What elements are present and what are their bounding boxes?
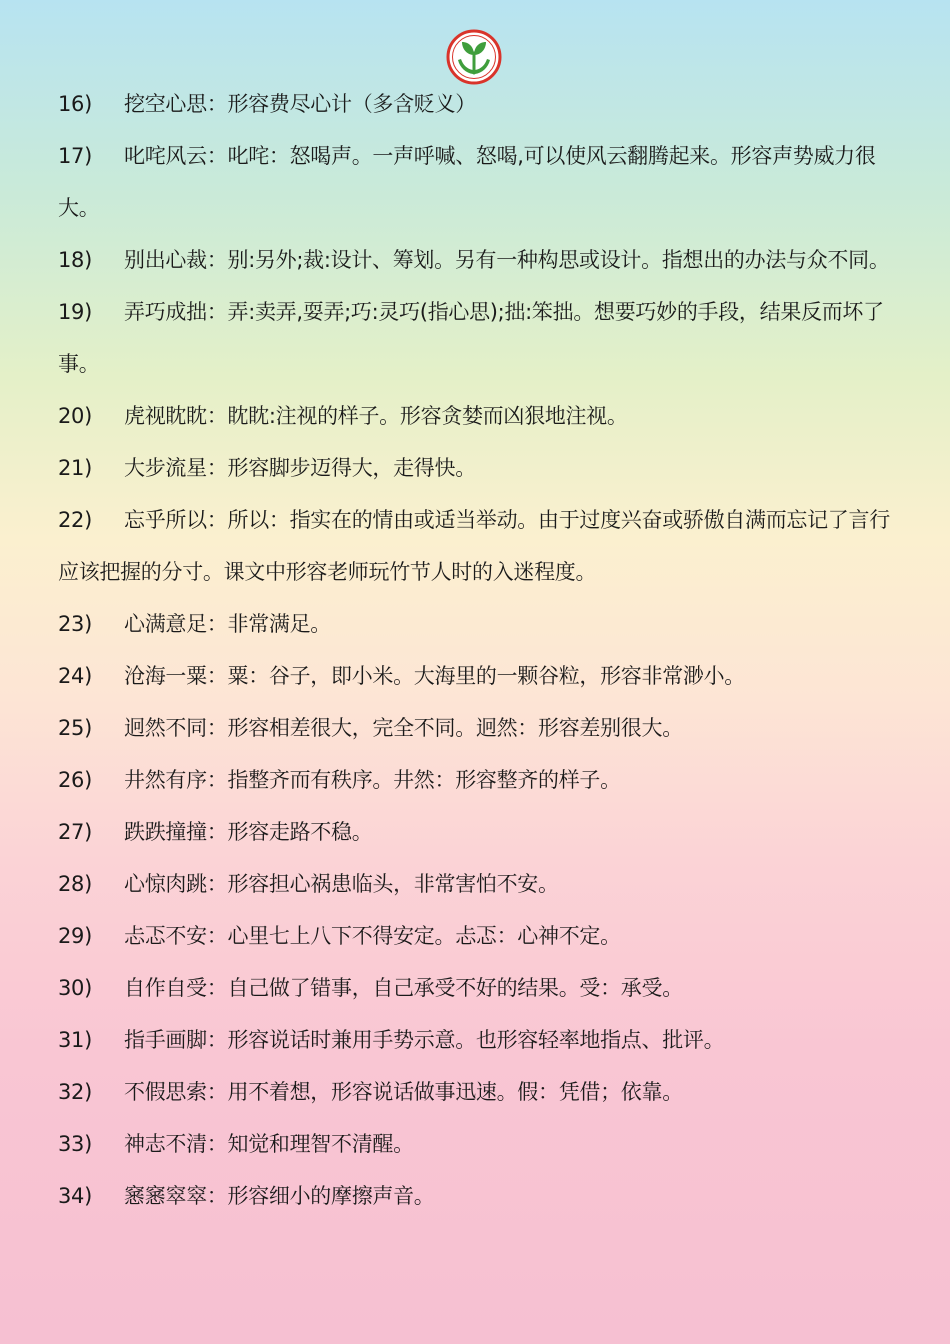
idiom-entry-24 xyxy=(58,650,898,702)
entry-text: 弄巧成拙：弄:卖弄,耍弄;巧:灵巧(指心思);拙:笨拙。想要巧妙的手段，结果反而坏了事。 xyxy=(58,300,884,376)
idiom-entry-20 xyxy=(58,390,898,442)
idiom-list xyxy=(58,78,898,1222)
entry-text: 虎视眈眈：眈眈:注视的样子。形容贪婪而凶狠地注视。 xyxy=(124,404,628,428)
entry-number: 20) xyxy=(58,404,93,428)
idiom-entry-28 xyxy=(58,858,898,910)
entry-text: 忐忑不安：心里七上八下不得安定。忐忑：心神不定。 xyxy=(124,924,621,948)
idiom-entry-21 xyxy=(58,442,898,494)
entry-text: 窸窸窣窣：形容细小的摩擦声音。 xyxy=(124,1184,435,1208)
entry-text: 心惊肉跳：形容担心祸患临头，非常害怕不安。 xyxy=(124,872,559,896)
entry-number: 17) xyxy=(58,144,93,168)
idiom-entry-22 xyxy=(58,494,898,598)
entry-text: 迥然不同：形容相差很大，完全不同。迥然：形容差别很大。 xyxy=(124,716,683,740)
idiom-entry-18 xyxy=(58,234,898,286)
entry-number: 23) xyxy=(58,612,93,636)
entry-number: 19) xyxy=(58,300,93,324)
entry-text: 心满意足：非常满足。 xyxy=(124,612,331,636)
entry-text: 挖空心思：形容费尽心计（多含贬义） xyxy=(124,92,476,116)
entry-number: 29) xyxy=(58,924,93,948)
entry-text: 井然有序：指整齐而有秩序。井然：形容整齐的样子。 xyxy=(124,768,621,792)
idiom-entry-26 xyxy=(58,754,898,806)
entry-text: 跌跌撞撞：形容走路不稳。 xyxy=(124,820,373,844)
entry-number: 22) xyxy=(58,508,93,532)
entry-number: 21) xyxy=(58,456,93,480)
entry-number: 27) xyxy=(58,820,93,844)
entry-number: 34) xyxy=(58,1184,93,1208)
entry-number: 26) xyxy=(58,768,93,792)
idiom-entry-27 xyxy=(58,806,898,858)
idiom-entry-33 xyxy=(58,1118,898,1170)
entry-number: 24) xyxy=(58,664,93,688)
idiom-entry-30 xyxy=(58,962,898,1014)
entry-text: 大步流星：形容脚步迈得大，走得快。 xyxy=(124,456,476,480)
idiom-entry-25 xyxy=(58,702,898,754)
entry-text: 不假思索：用不着想，形容说话做事迅速。假：凭借；依靠。 xyxy=(124,1080,683,1104)
entry-number: 32) xyxy=(58,1080,93,1104)
sprout-hands-logo-icon xyxy=(446,29,502,85)
idiom-entry-31 xyxy=(58,1014,898,1066)
entry-number: 16) xyxy=(58,92,93,116)
entry-text: 别出心裁：别:另外;裁:设计、筹划。另有一种构思或设计。指想出的办法与众不同。 xyxy=(124,248,890,272)
idiom-entry-32 xyxy=(58,1066,898,1118)
idiom-entry-34 xyxy=(58,1170,898,1222)
idiom-entry-19 xyxy=(58,286,898,390)
idiom-entry-17 xyxy=(58,130,898,234)
entry-number: 30) xyxy=(58,976,93,1000)
entry-number: 25) xyxy=(58,716,93,740)
idiom-entry-16 xyxy=(58,78,898,130)
entry-text: 叱咤风云：叱咤：怒喝声。一声呼喊、怒喝,可以使风云翻腾起来。形容声势威力很大。 xyxy=(58,144,876,220)
entry-text: 忘乎所以：所以：指实在的情由或适当举动。由于过度兴奋或骄傲自满而忘记了言行应该把握的分寸。课文中形容老师玩竹节人时的入迷程度。 xyxy=(58,508,890,584)
entry-text: 神志不清：知觉和理智不清醒。 xyxy=(124,1132,414,1156)
entry-text: 指手画脚：形容说话时兼用手势示意。也形容轻率地指点、批评。 xyxy=(124,1028,725,1052)
entry-text: 沧海一粟：粟：谷子，即小米。大海里的一颗谷粒，形容非常渺小。 xyxy=(124,664,745,688)
entry-number: 18) xyxy=(58,248,93,272)
entry-number: 31) xyxy=(58,1028,93,1052)
entry-number: 33) xyxy=(58,1132,93,1156)
idiom-entry-29 xyxy=(58,910,898,962)
idiom-entry-23 xyxy=(58,598,898,650)
entry-number: 28) xyxy=(58,872,93,896)
entry-text: 自作自受：自己做了错事，自己承受不好的结果。受：承受。 xyxy=(124,976,683,1000)
